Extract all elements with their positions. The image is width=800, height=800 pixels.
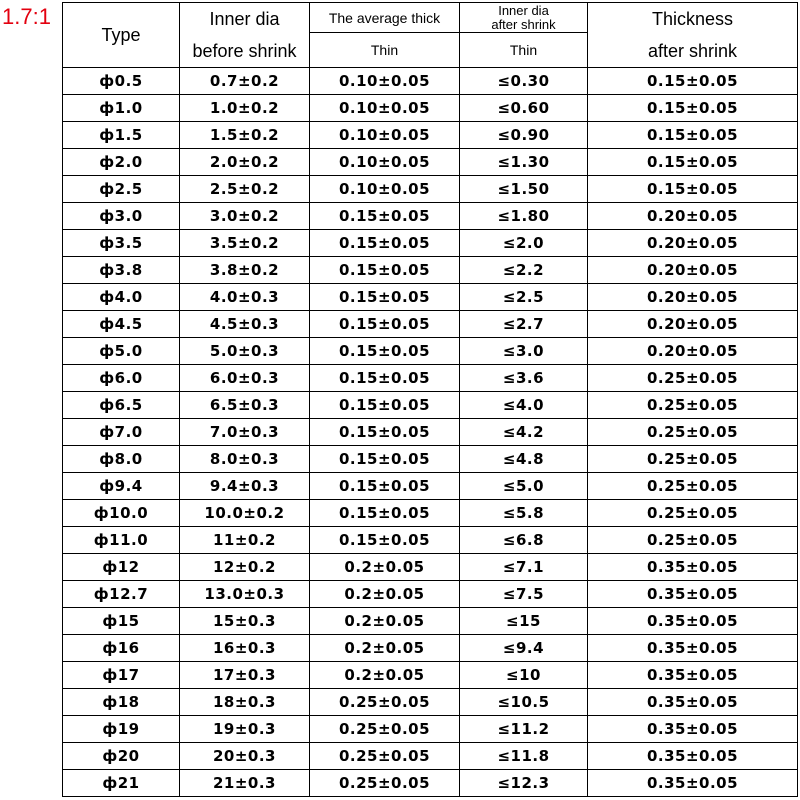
header-average-thick: The average thick bbox=[310, 3, 460, 33]
table-row bbox=[63, 500, 798, 527]
cell-type: ф18 bbox=[63, 689, 180, 716]
cell-type: ф19 bbox=[63, 716, 180, 743]
cell-inner-dia-after: ≤15 bbox=[460, 608, 588, 635]
cell-average-thick: 0.2±0.05 bbox=[310, 662, 460, 689]
cell-type: ф3.8 bbox=[63, 257, 180, 284]
cell-inner-dia-after: ≤11.8 bbox=[460, 743, 588, 770]
cell-thickness-after: 0.35±0.05 bbox=[588, 689, 798, 716]
cell-inner-dia-before: 2.5±0.2 bbox=[180, 176, 310, 203]
cell-type: ф15 bbox=[63, 608, 180, 635]
cell-average-thick: 0.15±0.05 bbox=[310, 446, 460, 473]
cell-thickness-after: 0.25±0.05 bbox=[588, 473, 798, 500]
cell-inner-dia-after: ≤2.2 bbox=[460, 257, 588, 284]
cell-thickness-after: 0.15±0.05 bbox=[588, 176, 798, 203]
cell-inner-dia-after: ≤6.8 bbox=[460, 527, 588, 554]
table-row bbox=[63, 95, 798, 122]
cell-thickness-after: 0.20±0.05 bbox=[588, 203, 798, 230]
cell-average-thick: 0.15±0.05 bbox=[310, 257, 460, 284]
cell-type: ф8.0 bbox=[63, 446, 180, 473]
table-row bbox=[63, 230, 798, 257]
cell-average-thick: 0.15±0.05 bbox=[310, 284, 460, 311]
cell-inner-dia-before: 16±0.3 bbox=[180, 635, 310, 662]
cell-thickness-after: 0.35±0.05 bbox=[588, 635, 798, 662]
table-row bbox=[63, 473, 798, 500]
table-row bbox=[63, 581, 798, 608]
cell-inner-dia-before: 9.4±0.3 bbox=[180, 473, 310, 500]
cell-average-thick: 0.2±0.05 bbox=[310, 635, 460, 662]
cell-inner-dia-after: ≤4.8 bbox=[460, 446, 588, 473]
cell-inner-dia-before: 2.0±0.2 bbox=[180, 149, 310, 176]
cell-average-thick: 0.15±0.05 bbox=[310, 473, 460, 500]
cell-inner-dia-after: ≤5.0 bbox=[460, 473, 588, 500]
cell-inner-dia-before: 3.0±0.2 bbox=[180, 203, 310, 230]
cell-inner-dia-before: 6.5±0.3 bbox=[180, 392, 310, 419]
table-row bbox=[63, 689, 798, 716]
header-inner-dia-after-sub: Thin bbox=[460, 33, 588, 68]
cell-type: ф2.0 bbox=[63, 149, 180, 176]
table-row bbox=[63, 743, 798, 770]
cell-inner-dia-before: 3.8±0.2 bbox=[180, 257, 310, 284]
cell-thickness-after: 0.25±0.05 bbox=[588, 527, 798, 554]
cell-type: ф9.4 bbox=[63, 473, 180, 500]
cell-inner-dia-after: ≤3.0 bbox=[460, 338, 588, 365]
cell-type: ф20 bbox=[63, 743, 180, 770]
cell-inner-dia-after: ≤10 bbox=[460, 662, 588, 689]
cell-inner-dia-after: ≤10.5 bbox=[460, 689, 588, 716]
cell-type: ф4.0 bbox=[63, 284, 180, 311]
cell-type: ф1.0 bbox=[63, 95, 180, 122]
cell-thickness-after: 0.20±0.05 bbox=[588, 311, 798, 338]
spec-table bbox=[62, 2, 798, 797]
cell-type: ф10.0 bbox=[63, 500, 180, 527]
header-inner-dia-before-line2: before shrink bbox=[192, 41, 297, 61]
table-row bbox=[63, 311, 798, 338]
cell-average-thick: 0.15±0.05 bbox=[310, 203, 460, 230]
cell-inner-dia-after: ≤3.6 bbox=[460, 365, 588, 392]
cell-type: ф0.5 bbox=[63, 68, 180, 95]
cell-average-thick: 0.10±0.05 bbox=[310, 176, 460, 203]
table-row bbox=[63, 419, 798, 446]
cell-inner-dia-after: ≤7.1 bbox=[460, 554, 588, 581]
cell-inner-dia-before: 17±0.3 bbox=[180, 662, 310, 689]
cell-average-thick: 0.10±0.05 bbox=[310, 122, 460, 149]
cell-thickness-after: 0.25±0.05 bbox=[588, 500, 798, 527]
cell-type: ф5.0 bbox=[63, 338, 180, 365]
cell-inner-dia-before: 4.0±0.3 bbox=[180, 284, 310, 311]
table-row bbox=[63, 635, 798, 662]
cell-average-thick: 0.15±0.05 bbox=[310, 419, 460, 446]
cell-inner-dia-after: ≤2.5 bbox=[460, 284, 588, 311]
table-row bbox=[63, 770, 798, 797]
cell-inner-dia-before: 5.0±0.3 bbox=[180, 338, 310, 365]
cell-average-thick: 0.25±0.05 bbox=[310, 716, 460, 743]
cell-average-thick: 0.15±0.05 bbox=[310, 311, 460, 338]
cell-average-thick: 0.25±0.05 bbox=[310, 689, 460, 716]
cell-inner-dia-before: 6.0±0.3 bbox=[180, 365, 310, 392]
table-row bbox=[63, 608, 798, 635]
cell-average-thick: 0.10±0.05 bbox=[310, 95, 460, 122]
cell-inner-dia-after: ≤0.90 bbox=[460, 122, 588, 149]
table-row bbox=[63, 365, 798, 392]
cell-type: ф6.0 bbox=[63, 365, 180, 392]
cell-type: ф2.5 bbox=[63, 176, 180, 203]
cell-average-thick: 0.15±0.05 bbox=[310, 500, 460, 527]
table-row bbox=[63, 716, 798, 743]
cell-inner-dia-before: 13.0±0.3 bbox=[180, 581, 310, 608]
table-body bbox=[63, 68, 798, 797]
cell-type: ф12.7 bbox=[63, 581, 180, 608]
cell-inner-dia-before: 1.5±0.2 bbox=[180, 122, 310, 149]
table-row bbox=[63, 122, 798, 149]
cell-thickness-after: 0.25±0.05 bbox=[588, 446, 798, 473]
cell-thickness-after: 0.25±0.05 bbox=[588, 365, 798, 392]
cell-inner-dia-before: 4.5±0.3 bbox=[180, 311, 310, 338]
table-row bbox=[63, 257, 798, 284]
cell-thickness-after: 0.25±0.05 bbox=[588, 419, 798, 446]
table-row bbox=[63, 149, 798, 176]
table-row bbox=[63, 527, 798, 554]
cell-average-thick: 0.15±0.05 bbox=[310, 338, 460, 365]
cell-thickness-after: 0.20±0.05 bbox=[588, 257, 798, 284]
cell-type: ф12 bbox=[63, 554, 180, 581]
table-row bbox=[63, 662, 798, 689]
cell-inner-dia-after: ≤5.8 bbox=[460, 500, 588, 527]
cell-type: ф3.0 bbox=[63, 203, 180, 230]
cell-type: ф6.5 bbox=[63, 392, 180, 419]
cell-inner-dia-before: 11±0.2 bbox=[180, 527, 310, 554]
cell-average-thick: 0.15±0.05 bbox=[310, 392, 460, 419]
cell-inner-dia-after: ≤4.2 bbox=[460, 419, 588, 446]
cell-inner-dia-before: 15±0.3 bbox=[180, 608, 310, 635]
cell-thickness-after: 0.35±0.05 bbox=[588, 770, 798, 797]
cell-inner-dia-before: 19±0.3 bbox=[180, 716, 310, 743]
table-row bbox=[63, 203, 798, 230]
cell-average-thick: 0.15±0.05 bbox=[310, 527, 460, 554]
cell-type: ф7.0 bbox=[63, 419, 180, 446]
header-thickness-line2: after shrink bbox=[647, 41, 738, 61]
cell-thickness-after: 0.20±0.05 bbox=[588, 230, 798, 257]
cell-inner-dia-after: ≤12.3 bbox=[460, 770, 588, 797]
cell-inner-dia-before: 3.5±0.2 bbox=[180, 230, 310, 257]
header-inner-dia-before bbox=[180, 3, 310, 68]
cell-inner-dia-before: 21±0.3 bbox=[180, 770, 310, 797]
cell-inner-dia-after: ≤1.30 bbox=[460, 149, 588, 176]
table-row bbox=[63, 284, 798, 311]
cell-type: ф3.5 bbox=[63, 230, 180, 257]
cell-type: ф11.0 bbox=[63, 527, 180, 554]
cell-average-thick: 0.2±0.05 bbox=[310, 581, 460, 608]
cell-inner-dia-after: ≤2.7 bbox=[460, 311, 588, 338]
header-inner-dia-after-line2: after shrink bbox=[491, 16, 556, 32]
cell-inner-dia-after: ≤2.0 bbox=[460, 230, 588, 257]
cell-thickness-after: 0.15±0.05 bbox=[588, 68, 798, 95]
cell-type: ф21 bbox=[63, 770, 180, 797]
cell-thickness-after: 0.15±0.05 bbox=[588, 122, 798, 149]
cell-thickness-after: 0.35±0.05 bbox=[588, 743, 798, 770]
cell-inner-dia-before: 20±0.3 bbox=[180, 743, 310, 770]
header-average-thick-sub: Thin bbox=[310, 33, 460, 68]
cell-inner-dia-after: ≤1.80 bbox=[460, 203, 588, 230]
shrink-ratio-label: 1.7:1 bbox=[2, 4, 51, 29]
table-row bbox=[63, 392, 798, 419]
cell-inner-dia-after: ≤4.0 bbox=[460, 392, 588, 419]
table-row bbox=[63, 176, 798, 203]
cell-type: ф16 bbox=[63, 635, 180, 662]
cell-thickness-after: 0.15±0.05 bbox=[588, 149, 798, 176]
cell-inner-dia-before: 18±0.3 bbox=[180, 689, 310, 716]
cell-thickness-after: 0.20±0.05 bbox=[588, 284, 798, 311]
cell-inner-dia-before: 1.0±0.2 bbox=[180, 95, 310, 122]
cell-thickness-after: 0.35±0.05 bbox=[588, 581, 798, 608]
cell-average-thick: 0.10±0.05 bbox=[310, 68, 460, 95]
header-thickness-line1: Thickness bbox=[651, 9, 734, 29]
cell-type: ф1.5 bbox=[63, 122, 180, 149]
table-row bbox=[63, 338, 798, 365]
table-row bbox=[63, 554, 798, 581]
cell-thickness-after: 0.15±0.05 bbox=[588, 95, 798, 122]
table-row bbox=[63, 68, 798, 95]
cell-inner-dia-before: 8.0±0.3 bbox=[180, 446, 310, 473]
cell-thickness-after: 0.25±0.05 bbox=[588, 392, 798, 419]
cell-inner-dia-after: ≤0.60 bbox=[460, 95, 588, 122]
header-inner-dia-before-line1: Inner dia bbox=[209, 9, 280, 29]
cell-inner-dia-before: 10.0±0.2 bbox=[180, 500, 310, 527]
table-header bbox=[63, 3, 798, 68]
cell-thickness-after: 0.20±0.05 bbox=[588, 338, 798, 365]
cell-inner-dia-after: ≤11.2 bbox=[460, 716, 588, 743]
header-inner-dia-after bbox=[460, 3, 588, 33]
cell-inner-dia-before: 0.7±0.2 bbox=[180, 68, 310, 95]
header-inner-dia-after-line1: Inner dia bbox=[498, 2, 549, 18]
cell-inner-dia-before: 12±0.2 bbox=[180, 554, 310, 581]
cell-thickness-after: 0.35±0.05 bbox=[588, 554, 798, 581]
cell-average-thick: 0.2±0.05 bbox=[310, 608, 460, 635]
table-row bbox=[63, 446, 798, 473]
cell-inner-dia-after: ≤1.50 bbox=[460, 176, 588, 203]
header-type: Type bbox=[63, 3, 180, 68]
cell-inner-dia-after: ≤0.30 bbox=[460, 68, 588, 95]
header-thickness-after bbox=[588, 3, 798, 68]
cell-inner-dia-before: 7.0±0.3 bbox=[180, 419, 310, 446]
cell-type: ф17 bbox=[63, 662, 180, 689]
cell-average-thick: 0.25±0.05 bbox=[310, 743, 460, 770]
cell-average-thick: 0.2±0.05 bbox=[310, 554, 460, 581]
cell-thickness-after: 0.35±0.05 bbox=[588, 662, 798, 689]
cell-thickness-after: 0.35±0.05 bbox=[588, 608, 798, 635]
cell-average-thick: 0.15±0.05 bbox=[310, 365, 460, 392]
cell-average-thick: 0.10±0.05 bbox=[310, 149, 460, 176]
cell-average-thick: 0.25±0.05 bbox=[310, 770, 460, 797]
cell-inner-dia-after: ≤7.5 bbox=[460, 581, 588, 608]
cell-type: ф4.5 bbox=[63, 311, 180, 338]
cell-thickness-after: 0.35±0.05 bbox=[588, 716, 798, 743]
cell-average-thick: 0.15±0.05 bbox=[310, 230, 460, 257]
cell-inner-dia-after: ≤9.4 bbox=[460, 635, 588, 662]
